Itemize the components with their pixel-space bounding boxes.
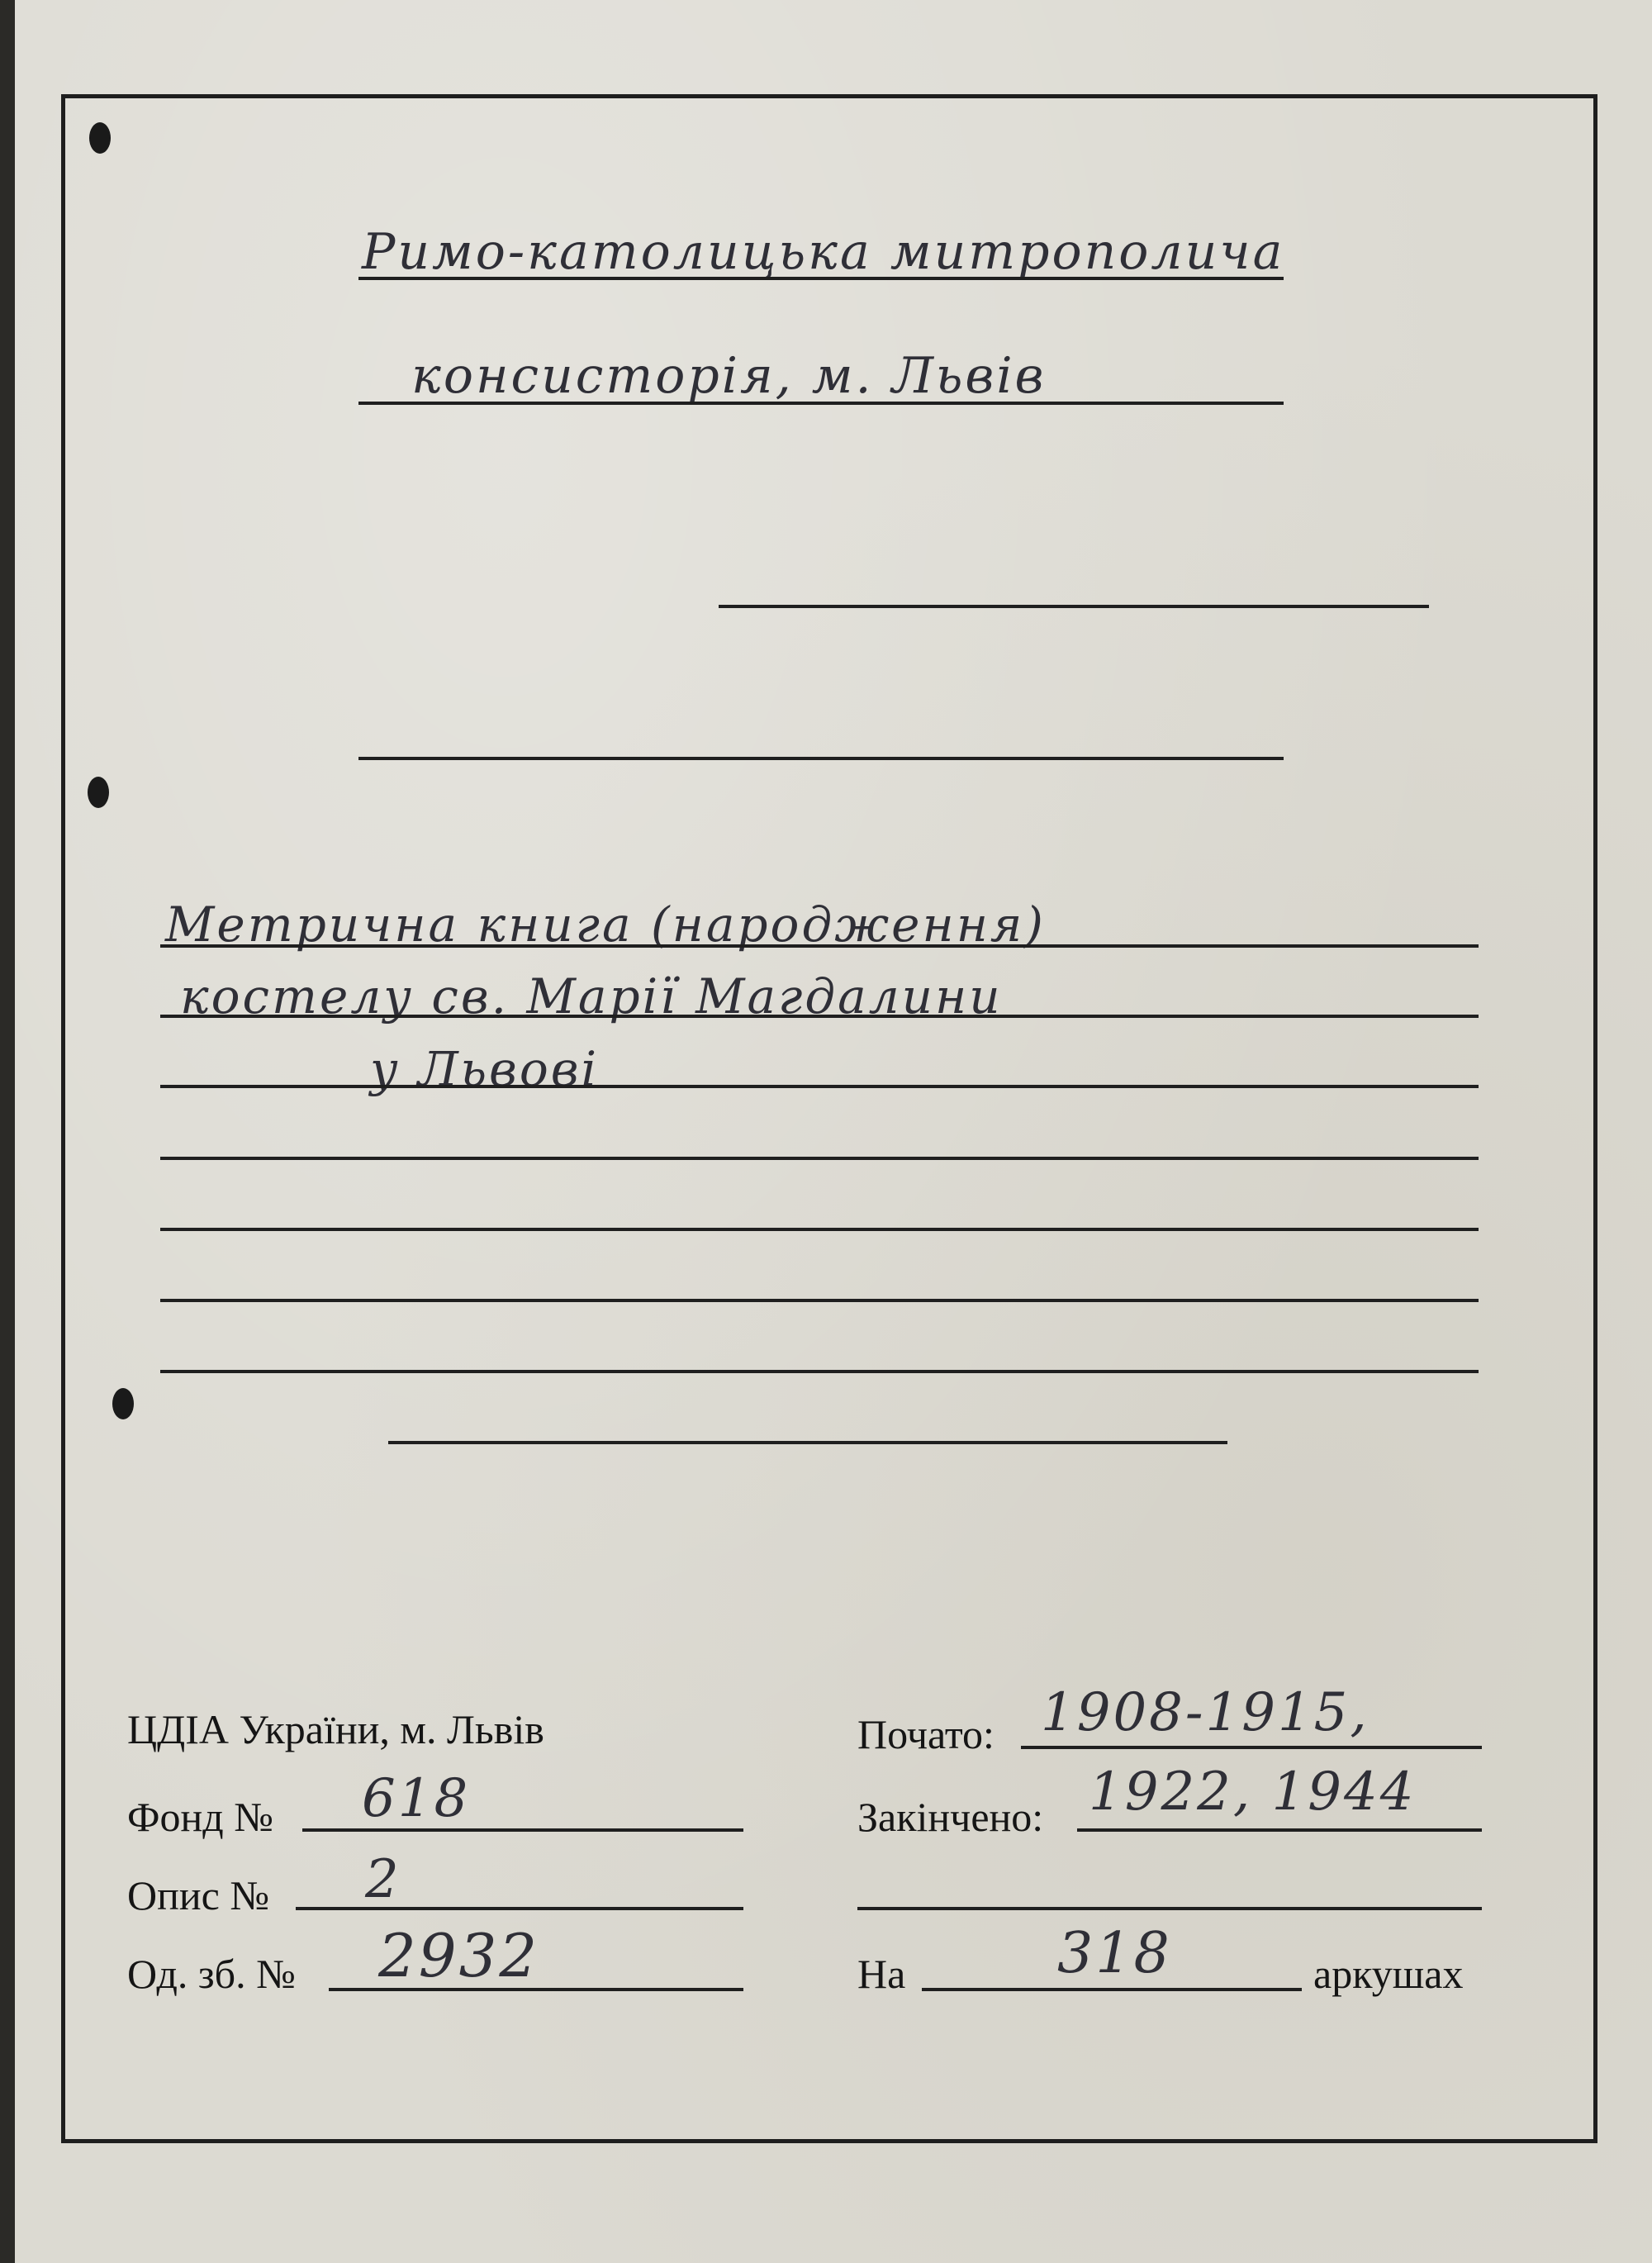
opys-rule bbox=[296, 1907, 743, 1910]
title-rule-6 bbox=[160, 1299, 1479, 1302]
title-rule-1 bbox=[160, 944, 1479, 948]
header-line-1: Римо-католицька митрополича bbox=[362, 223, 1285, 281]
started-rule bbox=[1021, 1746, 1482, 1749]
header-rule-2 bbox=[358, 402, 1284, 405]
archive-institution: ЦДІА України, м. Львів bbox=[127, 1706, 544, 1752]
sheets-prefix: На bbox=[857, 1951, 906, 1997]
blank-rule-4 bbox=[358, 757, 1284, 760]
sheets-suffix: аркушах bbox=[1313, 1951, 1464, 1997]
title-rule-8 bbox=[388, 1441, 1227, 1444]
blank-date-rule bbox=[857, 1907, 1482, 1910]
blank-rule-3 bbox=[719, 605, 1429, 608]
finished-rule bbox=[1077, 1828, 1482, 1832]
opys-value: 2 bbox=[365, 1849, 401, 1910]
archive-cover-sheet bbox=[15, 0, 1652, 2263]
title-rule-4 bbox=[160, 1157, 1479, 1160]
title-line-3: у Львові bbox=[370, 1041, 600, 1097]
title-rule-5 bbox=[160, 1228, 1479, 1231]
item-value: 2932 bbox=[378, 1921, 540, 1990]
opys-label: Опис № bbox=[127, 1872, 270, 1918]
item-label: Од. зб. № bbox=[127, 1951, 296, 1997]
title-rule-2 bbox=[160, 1015, 1479, 1018]
header-line-2: консисторія, м. Львів bbox=[411, 347, 1047, 405]
sheets-value: 318 bbox=[1057, 1921, 1172, 1986]
header-rule-1 bbox=[358, 277, 1284, 280]
finished-label: Закінчено: bbox=[857, 1794, 1044, 1840]
fond-label: Фонд № bbox=[127, 1794, 273, 1840]
finished-value: 1922, 1944 bbox=[1089, 1761, 1417, 1823]
title-line-2: костелу св. Марії Магдалини bbox=[180, 968, 1003, 1025]
title-line-1: Метрична книга (народження) bbox=[165, 896, 1046, 953]
title-rule-3 bbox=[160, 1085, 1479, 1088]
sheets-rule bbox=[922, 1988, 1302, 1991]
started-label: Почато: bbox=[857, 1711, 995, 1757]
item-rule bbox=[329, 1988, 743, 1991]
fond-rule bbox=[302, 1828, 743, 1832]
started-value: 1908-1915, bbox=[1041, 1682, 1370, 1743]
fond-value: 618 bbox=[362, 1768, 471, 1829]
title-rule-7 bbox=[160, 1370, 1479, 1373]
